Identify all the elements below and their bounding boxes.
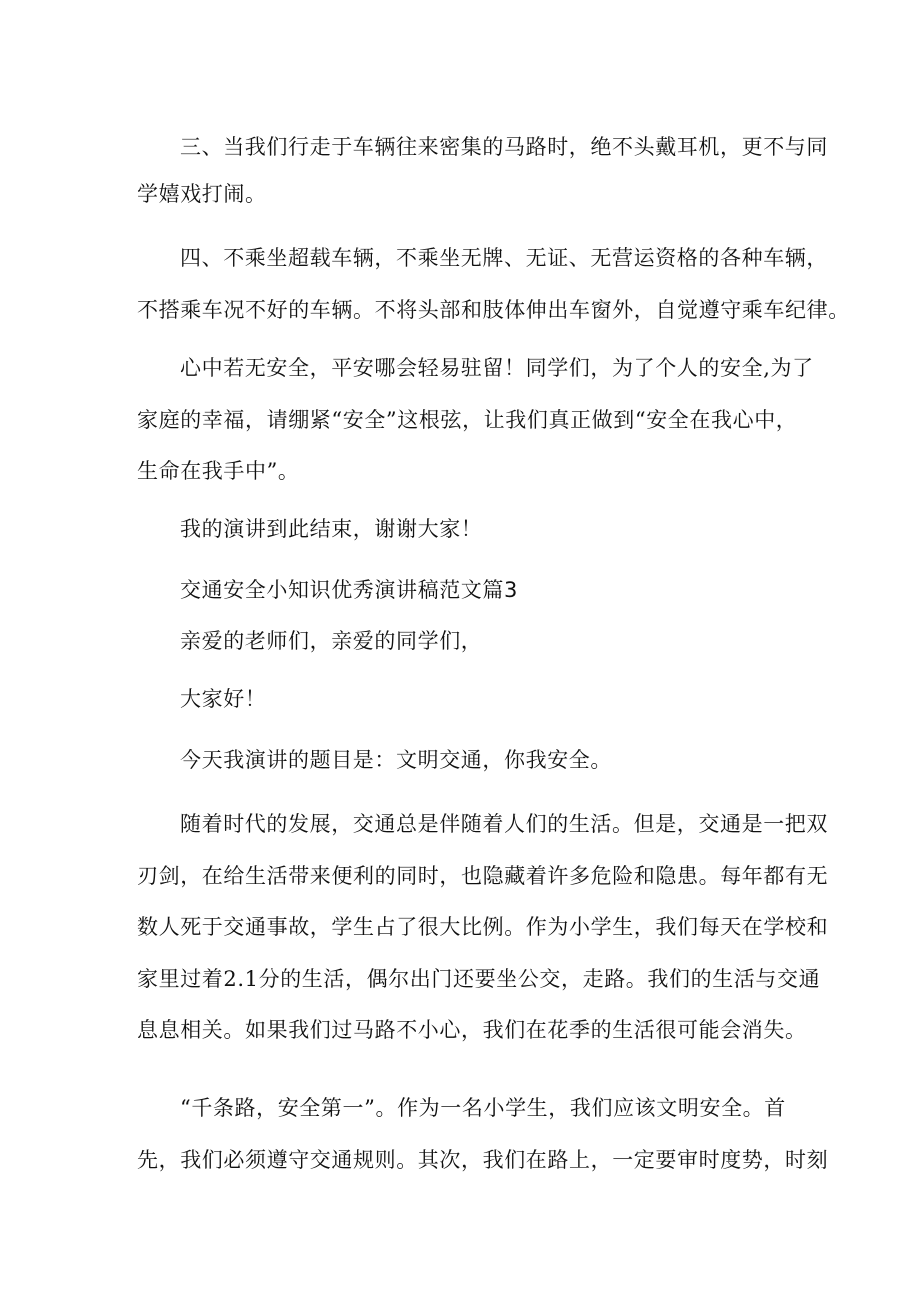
text-line: 我的演讲到此结束，谢谢大家！ [180, 517, 483, 541]
text-line: 刃剑，在给生活带来便利的同时，也隐藏着许多危险和隐患。每年都有无 [137, 864, 829, 888]
section-title: 交通安全小知识优秀演讲稿范文篇3 [180, 578, 518, 602]
text-line: 数人死于交通事故，学生占了很大比例。作为小学生，我们每天在学校和 [137, 915, 829, 939]
text-line: 不搭乘车况不好的车辆。不将头部和肢体伸出车窗外，自觉遵守乘车纪律。 [137, 298, 850, 322]
text-line: 家里过着2.1分的生活，偶尔出门还要坐公交，走路。我们的生活与交通 [137, 967, 821, 991]
text-line: 亲爱的老师们，亲爱的同学们， [180, 629, 483, 653]
text-line: 学嬉戏打闹。 [137, 182, 267, 206]
text-line: 今天我演讲的题目是：文明交通，你我安全。 [180, 748, 612, 772]
text-line: 家庭的幸福，请绷紧“安全”这根弦，让我们真正做到“安全在我心中， [137, 408, 798, 432]
text-line: 生命在我手中”。 [137, 459, 300, 483]
text-line: 三、当我们行走于车辆往来密集的马路时，绝不头戴耳机，更不与同 [180, 135, 828, 159]
text-line: “千条路，安全第一”。作为一名小学生，我们应该文明安全。首 [180, 1096, 786, 1120]
text-line: 四、不乘坐超载车辆，不乘坐无牌、无证、无营运资格的各种车辆， [180, 246, 828, 270]
text-line: 息息相关。如果我们过马路不小心，我们在花季的生活很可能会消失。 [137, 1018, 807, 1042]
text-line: 先，我们必须遵守交通规则。其次，我们在路上，一定要审时度势，时刻 [137, 1148, 829, 1172]
text-line: 随着时代的发展，交通总是伴随着人们的生活。但是，交通是一把双 [180, 812, 828, 836]
text-line: 大家好！ [180, 687, 267, 711]
text-line: 心中若无安全，平安哪会轻易驻留！同学们，为了个人的安全,为了 [180, 356, 814, 380]
